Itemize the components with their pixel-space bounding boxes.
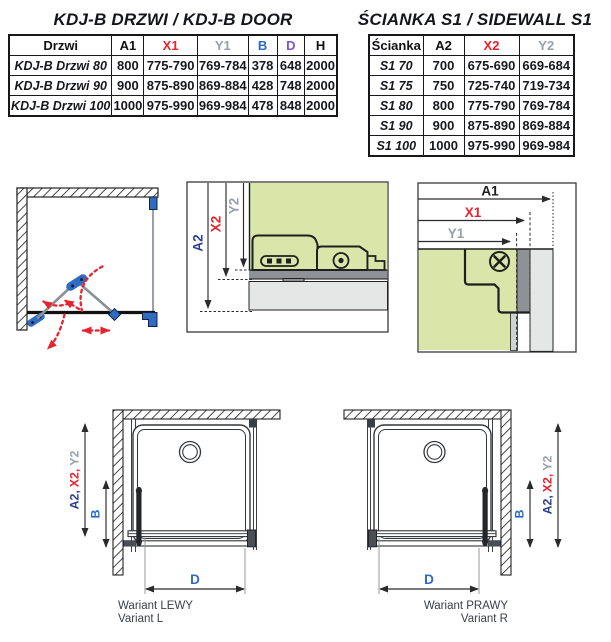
hinge-pin	[80, 278, 83, 281]
cell: 2000	[305, 56, 337, 76]
cell: 975-990	[464, 136, 519, 157]
door-hinge-bar	[483, 487, 488, 546]
hinge-pin	[31, 321, 34, 324]
cell: 675-690	[464, 56, 519, 76]
sidewall-dimension-label: A2,X2,Y2	[540, 455, 555, 515]
row-label: KDJ-B Drzwi 90	[9, 76, 112, 96]
cell: 900	[112, 76, 144, 96]
b-dimension-label: B	[512, 509, 527, 519]
cell: 719-734	[519, 76, 574, 96]
wall-hatch-left	[113, 410, 123, 575]
sidewall-table-title: ŚCIANKA S1 / SIDEWALL S1	[357, 10, 593, 29]
cell: 775-790	[464, 96, 519, 116]
door-table-title: KDJ-B DRZWI / KDJ-B DOOR	[53, 10, 293, 29]
column-header-Y1: Y1	[197, 35, 248, 56]
column-header-X2: X2	[464, 35, 519, 56]
slot-tick	[277, 259, 282, 264]
variant-right-caption-line1: Wariant PRAWY	[423, 600, 508, 612]
column-header-A1: A1	[112, 35, 144, 56]
wall-band	[530, 249, 553, 351]
x1-dimension-label: X1	[464, 205, 482, 220]
cell: 1000	[112, 96, 144, 117]
row-label: S1 90	[369, 116, 423, 136]
hinge-pin	[71, 285, 74, 288]
cell: 378	[248, 56, 277, 76]
wall-profile-strip	[517, 249, 530, 313]
wall-hatch-left	[17, 188, 27, 330]
column-header-A2: A2	[423, 35, 464, 56]
cell: 1000	[423, 136, 464, 157]
a1-dimension-label: A1	[481, 183, 499, 199]
hinge-knuckle	[482, 488, 488, 494]
corner-bracket	[367, 419, 375, 428]
slot-tick	[267, 259, 272, 264]
a2-dimension-label: A2	[190, 234, 206, 252]
variant-left-caption-line1: Wariant LEWY	[118, 600, 193, 612]
cell: 769-784	[197, 56, 248, 76]
wall-fixing-piece	[124, 541, 136, 547]
cell: 869-884	[519, 116, 574, 136]
top-corner-clamp	[150, 197, 158, 210]
sidewall-detail-diagram	[187, 182, 388, 332]
cell: 848	[277, 96, 305, 117]
slot-tick	[286, 259, 291, 264]
b-dimension-label: B	[88, 509, 103, 519]
wall-profile-strip	[249, 270, 388, 279]
door-rail-band	[124, 541, 254, 546]
cell: 969-984	[519, 136, 574, 157]
variant-left-caption-line2: Variant L	[118, 613, 164, 625]
corner-bracket	[249, 419, 257, 428]
wall-fixing-piece	[488, 541, 500, 547]
bottom-corner-bracket	[143, 313, 158, 327]
cell: 869-884	[197, 76, 248, 96]
variant-right-diagram	[344, 410, 558, 594]
sidewall-dimension-label: A2,X2,Y2	[67, 450, 82, 510]
door-rail-band	[370, 541, 500, 546]
cell: 2000	[305, 96, 337, 117]
cell: 478	[248, 96, 277, 117]
hinge-knuckle	[136, 488, 142, 494]
cell: 725-740	[464, 76, 519, 96]
y2-dimension-label: Y2	[226, 197, 242, 215]
hinge-knuckle	[482, 538, 488, 544]
cell: 775-790	[144, 56, 198, 76]
column-header-D: D	[277, 35, 305, 56]
swing-arrow-bottom	[48, 315, 65, 349]
column-header-B: B	[248, 35, 277, 56]
cell: 428	[248, 76, 277, 96]
row-label: S1 100	[369, 136, 423, 157]
cell: 700	[423, 56, 464, 76]
corner-layout-diagram	[17, 188, 158, 349]
cell: 975-990	[144, 96, 198, 117]
row-label: KDJ-B Drzwi 80	[9, 56, 112, 76]
cell: 969-984	[197, 96, 248, 117]
wall-band	[249, 282, 388, 311]
door-detail-diagram	[418, 183, 576, 352]
x2-dimension-label: X2	[208, 215, 224, 233]
cell: 800	[423, 96, 464, 116]
cell: 900	[423, 116, 464, 136]
row-label: KDJ-B Drzwi 100	[9, 96, 112, 117]
row-label: S1 70	[369, 56, 423, 76]
cell: 748	[277, 76, 305, 96]
door-hinge-bar	[136, 487, 141, 546]
wall-hatch-top	[344, 410, 509, 419]
cell: 875-890	[144, 76, 198, 96]
variant-right-caption	[308, 600, 508, 626]
wall-hatch-right	[501, 410, 511, 575]
screw-center	[338, 258, 343, 263]
d-dimension-label: D	[424, 572, 434, 587]
column-header-Drzwi: Drzwi	[9, 35, 112, 56]
row-label: S1 75	[369, 76, 423, 96]
variant-left-caption	[118, 600, 193, 626]
wall-hatch-top	[17, 188, 158, 197]
hinge-knuckle	[136, 538, 142, 544]
cell: 669-684	[519, 56, 574, 76]
column-header-X1: X1	[144, 35, 198, 56]
cell: 800	[112, 56, 144, 76]
door-end-cap	[248, 530, 256, 547]
column-header-Y2: Y2	[519, 35, 574, 56]
door-end-cap	[369, 530, 377, 547]
y1-dimension-label: Y1	[447, 226, 465, 241]
cell: 750	[423, 76, 464, 96]
column-header-Ścianka: Ścianka	[369, 35, 423, 56]
row-label: S1 80	[369, 96, 423, 116]
d-dimension-label: D	[190, 572, 200, 587]
wall-hatch-top	[115, 410, 280, 419]
cell: 875-890	[464, 116, 519, 136]
variant-right-caption-line2: Variant R	[460, 613, 508, 625]
variant-left-diagram	[68, 410, 281, 594]
door-panel-right	[80, 284, 114, 314]
cell: 2000	[305, 76, 337, 96]
cell: 769-784	[519, 96, 574, 116]
column-header-H: H	[305, 35, 337, 56]
cell: 648	[277, 56, 305, 76]
